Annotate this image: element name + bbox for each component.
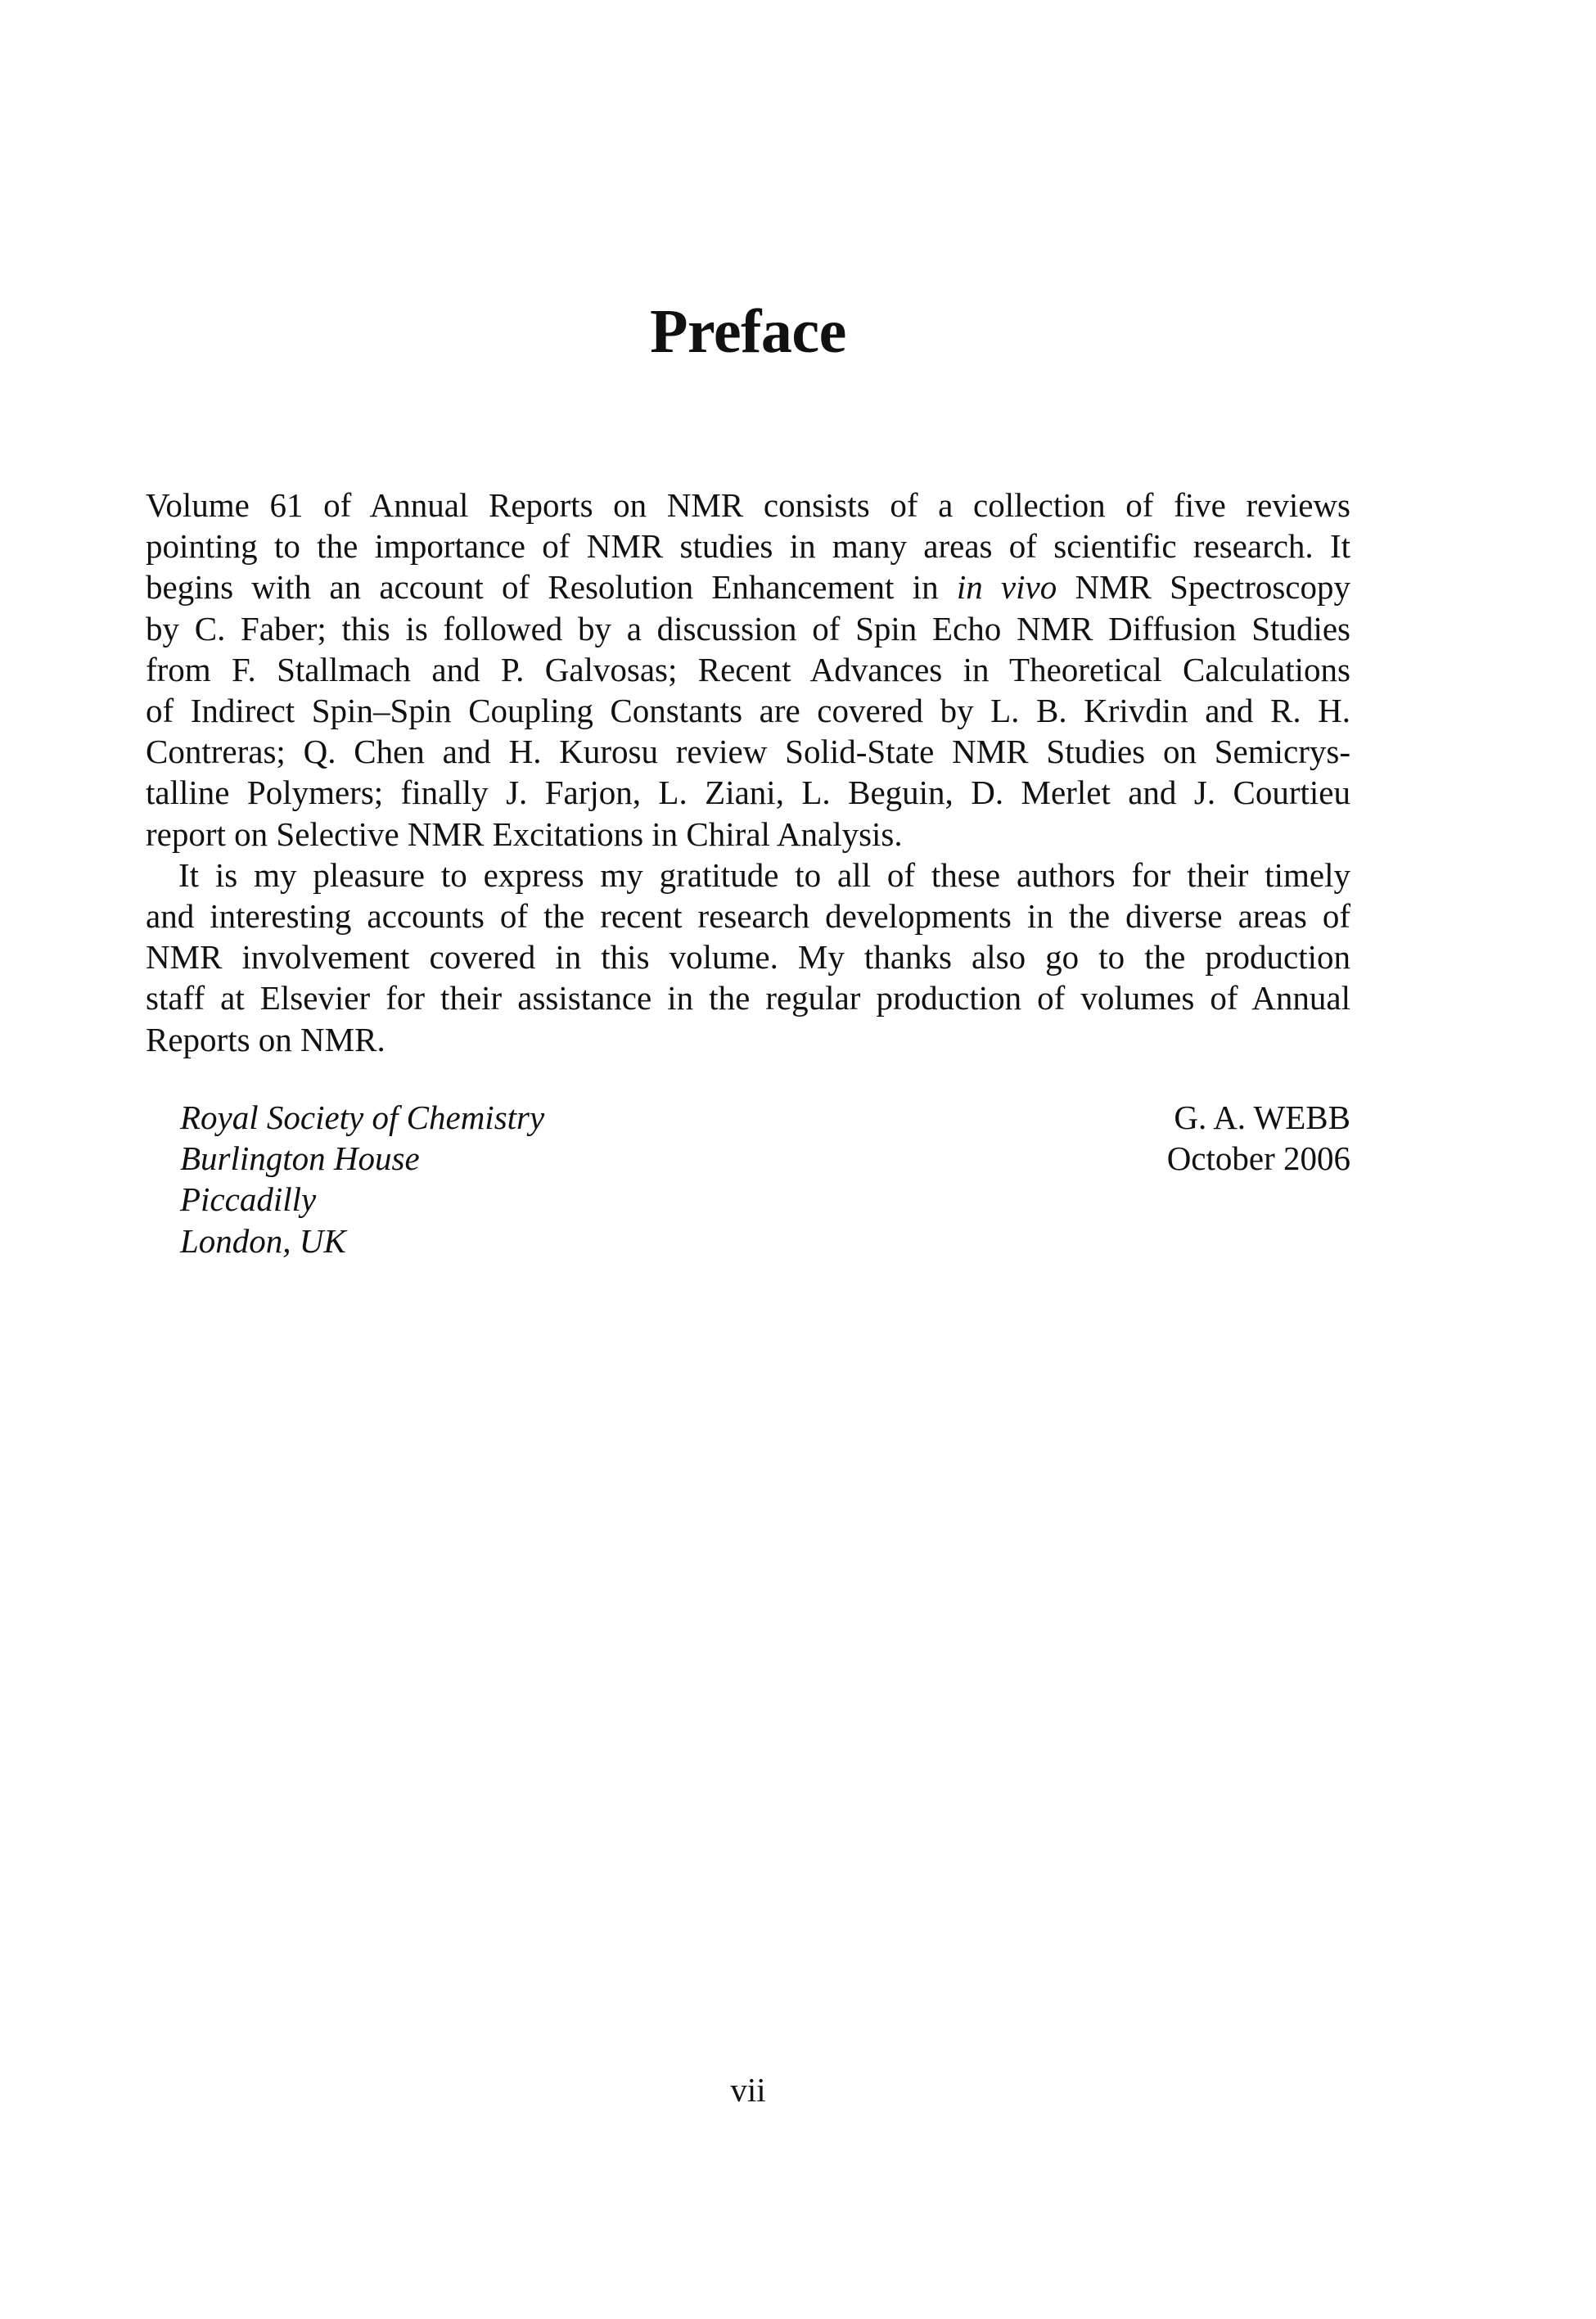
paragraph-1-line: Contreras; Q. Chen and H. Kurosu review Solid-State NMR Studies on Semicrys-	[146, 733, 1350, 771]
paragraph-1-line	[146, 566, 1350, 607]
address-line: Piccadilly	[180, 1180, 317, 1219]
page-title: Preface	[650, 297, 846, 366]
page-number: vii	[730, 2071, 766, 2109]
paragraph-2-line: NMR involvement covered in this volume. My thanks also go to the production	[146, 938, 1350, 977]
italic-term: in vivo	[956, 568, 1057, 607]
paragraph-1-line: by C. Faber; this is followed by a discussion of Spin Echo NMR Diffusion Studies	[146, 609, 1350, 647]
signature-block	[1167, 1097, 1350, 1179]
paragraph-1	[146, 485, 1350, 855]
address-line: London, UK	[180, 1221, 346, 1260]
paragraph-1-line: of Indirect Spin–Spin Coupling Constants are covered by L. B. Krivdin and R. H.	[146, 692, 1350, 730]
line-text: begins with an account of Resolution Enhancement in	[146, 568, 957, 607]
paragraph-2-line: It is my pleasure to express my gratitude to all of these authors for their timely	[178, 855, 1350, 894]
paragraph-1-line: report on Selective NMR Excitations in Chiral Analysis.	[146, 814, 903, 853]
author-address	[180, 1097, 544, 1261]
paragraph-1-line: talline Polymers; finally J. Farjon, L. Ziani, L. Beguin, D. Merlet and J. Courtieu	[146, 774, 1350, 812]
paragraph-2	[146, 855, 1350, 1060]
author-name: G. A. WEBB	[1174, 1099, 1350, 1136]
signature-date: October 2006	[1166, 1139, 1350, 1178]
preface-body	[146, 485, 1350, 1060]
paragraph-1-line: pointing to the importance of NMR studies in many areas of scientific research. It	[146, 527, 1350, 566]
paragraph-2-line: and interesting accounts of the recent research developments in the diverse areas of	[146, 897, 1350, 936]
paragraph-2-line: staff at Elsevier for their assistance in the regular production of volumes of Annual	[146, 979, 1350, 1017]
paragraph-2-line: Reports on NMR.	[146, 1020, 385, 1058]
address-line: Royal Society of Chemistry	[180, 1099, 545, 1136]
paragraph-1-line: Volume 61 of Annual Reports on NMR consists of a collection of five reviews	[146, 486, 1350, 524]
line-text: NMR Spectroscopy	[1057, 568, 1351, 607]
paragraph-1-line: from F. Stallmach and P. Galvosas; Recent Advances in Theoretical Calculations	[146, 650, 1350, 688]
address-line: Burlington House	[180, 1139, 420, 1178]
